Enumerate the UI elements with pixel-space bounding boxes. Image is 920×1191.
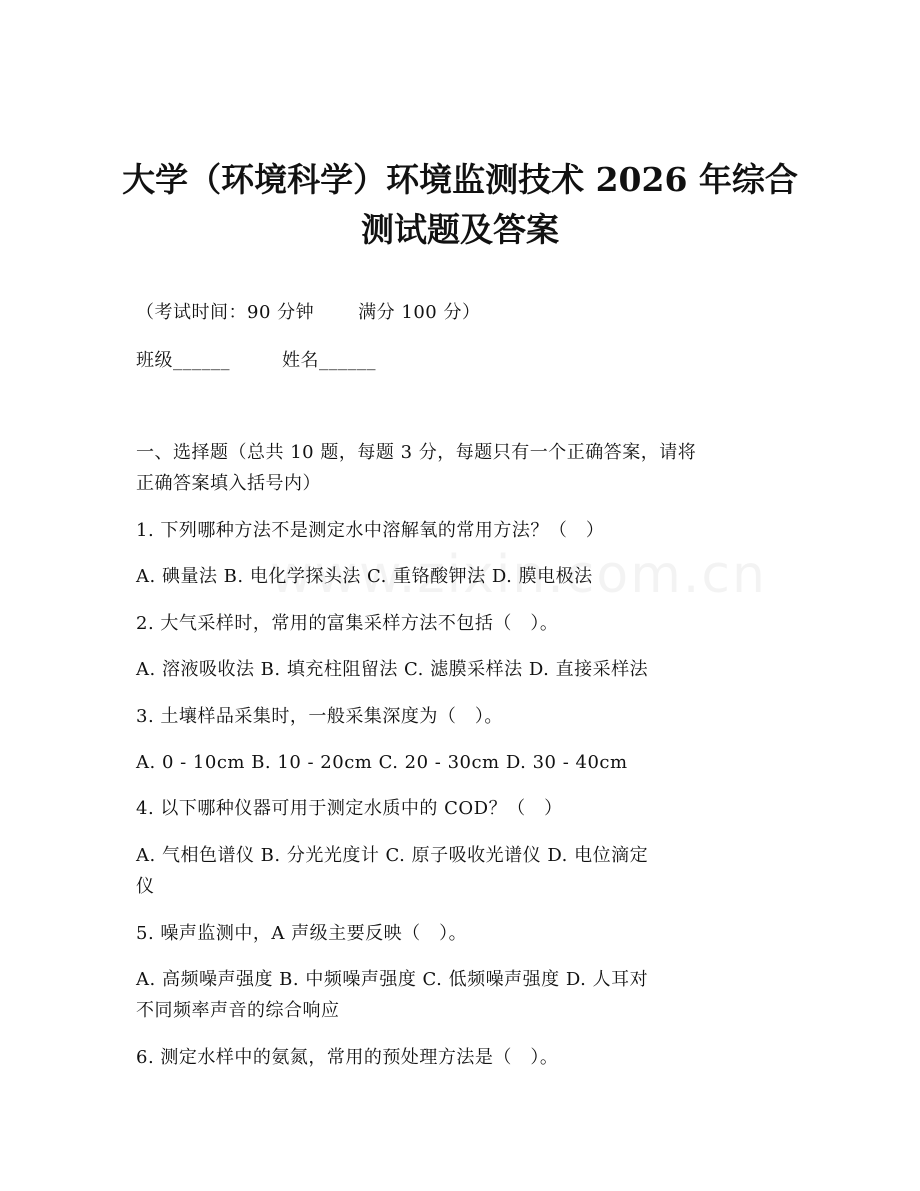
question-3-options: A. 0 - 10cm B. 10 - 20cm C. 20 - 30cm D. 30 - 40cm [136,752,628,773]
question-2-options: A. 溶液吸收法 B. 填充柱阻留法 C. 滤膜采样法 D. 直接采样法 [136,659,649,680]
question-5-stem: 5. 噪声监测中，A 声级主要反映（ ）。 [136,923,468,944]
question-4-options-line-1: A. 气相色谱仪 B. 分光光度计 C. 原子吸收光谱仪 D. 电位滴定 [136,845,649,866]
document-title-line-2: 测试题及答案 [361,210,559,249]
document-title-line-1: 大学（环境科学）环境监测技术 2026 年综合 [122,160,798,199]
section-header-line-2: 正确答案填入括号内） [136,473,321,494]
question-6-stem: 6. 测定水样中的氨氮，常用的预处理方法是（ ）。 [136,1047,559,1068]
exam-time: （考试时间：90 分钟 [136,302,315,323]
question-5-options-line-2: 不同频率声音的综合响应 [136,1000,340,1021]
question-3-stem: 3. 土壤样品采集时，一般采集深度为（ ）。 [136,706,503,727]
full-score: 满分 100 分） [358,302,481,323]
exam-info [136,297,480,329]
question-4-options-line-2: 仪 [136,876,155,897]
section-header-line-1: 一、选择题（总共 10 题，每题 3 分，每题只有一个正确答案，请将 [136,442,697,463]
class-field: 班级______ [136,350,230,371]
student-info [136,345,376,377]
question-1-stem: 1. 下列哪种方法不是测定水中溶解氧的常用方法？（ ） [136,520,605,541]
question-2-stem: 2. 大气采样时，常用的富集采样方法不包括（ ）。 [136,613,559,634]
name-field: 姓名______ [282,350,376,371]
question-4-stem: 4. 以下哪种仪器可用于测定水质中的 COD？（ ） [136,798,563,819]
question-1-options: A. 碘量法 B. 电化学探头法 C. 重铬酸钾法 D. 膜电极法 [136,566,593,587]
question-5-options-line-1: A. 高频噪声强度 B. 中频噪声强度 C. 低频噪声强度 D. 人耳对 [136,969,649,990]
